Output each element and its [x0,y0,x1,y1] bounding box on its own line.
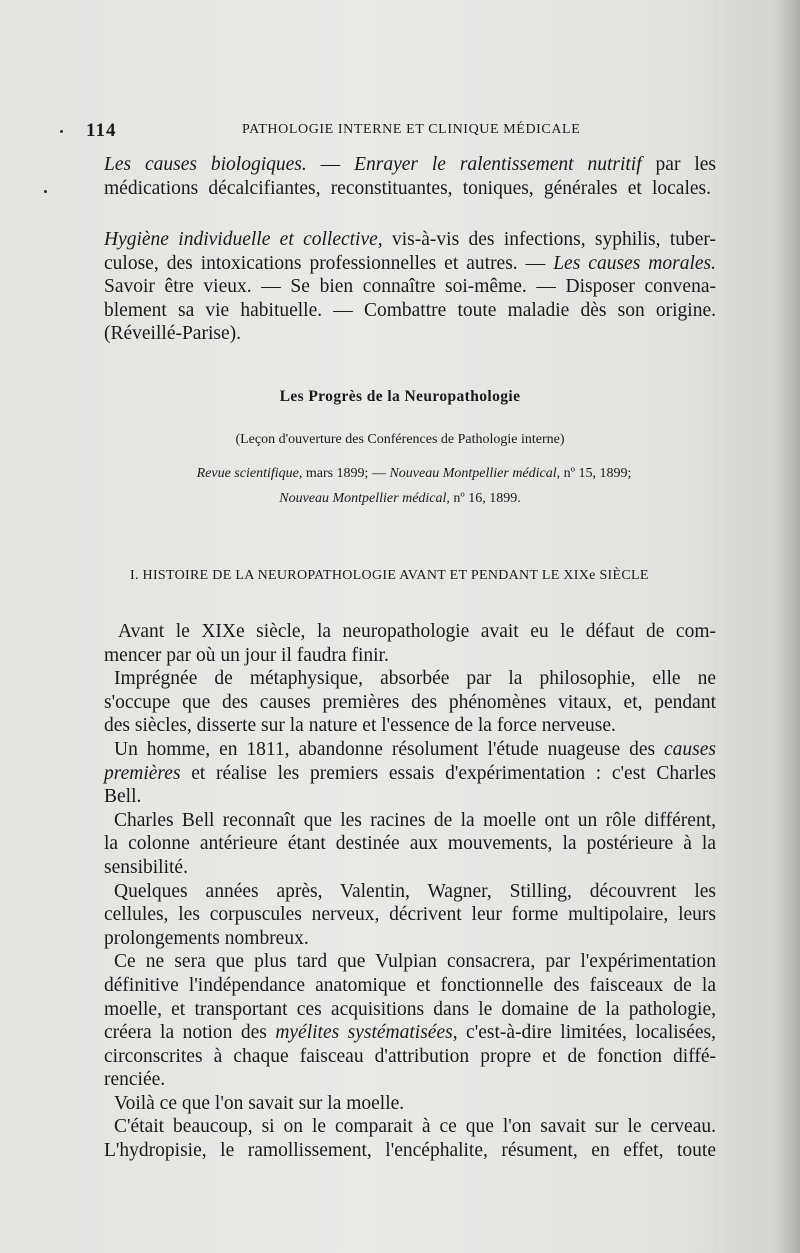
body-paragraph [104,738,716,809]
text-line: Hygiène individuelle et collective, vis-à-vis des infections, syphilis, tuber- [104,229,716,250]
page-number: 114 [86,120,117,141]
chapter-heading: I. HISTOIRE DE LA NEUROPATHOLOGIE AVANT ET PENDANT LE XIXe SIÈCLE [130,568,649,583]
text-line: la colonne antérieure étant destinée aux mouvements, la postérieure à la [104,833,716,855]
section-title: Les Progrès de la Neuropathologie [279,388,521,405]
running-head: PATHOLOGIE INTERNE ET CLINIQUE MÉDICALE [242,122,581,137]
section-subtitle: (Leçon d'ouverture des Conférences de Pathologie interne) [235,432,565,447]
text-line: Charles Bell reconnaît que les racines de la moelle ont un rôle différent, [114,809,716,831]
body-paragraph [104,620,716,667]
body-paragraph [104,880,716,951]
paragraph-hygiene [104,228,716,346]
text-line: L'hydropisie, le ramollissement, l'encéphalite, résument, en effet, toute [104,1140,716,1162]
text-line: culose, des intoxications professionnelles et autres. — Les causes morales. [104,252,716,274]
text-line: sensibilité. [104,856,188,878]
body-paragraph [104,809,716,880]
text-line: Imprégnée de métaphysique, absorbée par la philosophie, elle ne [114,668,716,690]
text-line: circonscrites à chaque faisceau d'attribution propre et de fonction diffé- [104,1045,716,1067]
reference-line: Nouveau Montpellier médical, nº 16, 1899. [279,491,521,506]
body-text [104,620,717,1163]
text-line: cellules, les corpuscules nerveux, décrivent leur forme multipolaire, leurs [104,904,716,926]
text-line: Savoir être vieux. — Se bien connaître soi-même. — Disposer convena- [104,276,716,297]
text-line: s'occupe que des causes premières des phénomènes vitaux, et, pendant [104,691,716,713]
text-line: Bell. [104,786,142,808]
paragraph-causes-biologiques [104,153,716,200]
text-line: moelle, et transportant ces acquisitions dans le domaine de la pathologie, [104,998,716,1020]
page-edge-shadow [774,0,800,1253]
text-line: Quelques années après, Valentin, Wagner, Stilling, découvrent les [114,880,716,902]
text-line: premières et réalise les premiers essais d'expérimentation : c'est Charles [104,762,716,784]
text-line: Ce ne sera que plus tard que Vulpian consacrera, par l'expérimentation [114,951,716,973]
text-line: mencer par où un jour il faudra finir. [104,644,389,666]
text-line: renciée. [104,1069,166,1091]
text-line: prolongements nombreux. [104,927,309,949]
reference-line: Revue scientifique, mars 1899; — Nouveau Montpellier médical, nº 15, 1899; [196,466,632,481]
print-speck [44,190,47,193]
body-paragraph [104,950,717,1092]
text-line: créera la notion des myélites systématisées, c'est-à-dire limitées, localisées, [104,1022,717,1044]
body-paragraph [114,1092,716,1116]
text-line: des siècles, disserte sur la nature et l'essence de la force nerveuse. [104,715,616,737]
text-line: Les causes biologiques. — Enrayer le ralentissement nutritif par les [104,154,717,175]
text-line: C'était beaucoup, si on le comparait à ce que l'on savait sur le cerveau. [114,1116,716,1138]
body-paragraph [104,1115,716,1162]
print-speck [60,130,63,133]
text-line: Avant le XIXe siècle, la neuropathologie avait eu le défaut de com- [118,621,716,642]
text-line: (Réveillé-Parise). [104,323,241,344]
text-line: Un homme, en 1811, abandonne résolument l'étude nuageuse des causes [114,738,716,760]
text-line: définitive l'indépendance anatomique et fonctionnelle des faisceaux de la [104,974,716,996]
body-paragraph [104,667,716,738]
text-line: blement sa vie habituelle. — Combattre toute maladie dès son origine. [104,299,716,321]
text-line: Voilà ce que l'on savait sur la moelle. [114,1092,405,1114]
text-line: médications décalcifiantes, reconstituantes, toniques, générales et locales. [104,177,711,199]
